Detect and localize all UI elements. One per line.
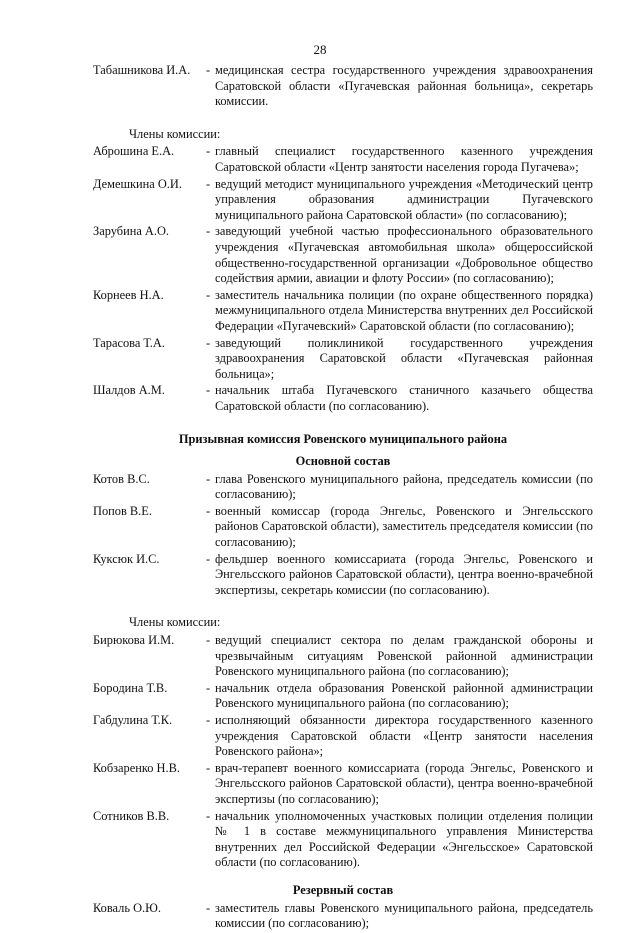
member-description: заведующий учебной частью профессионального образовательного учреждения «Пугачевская автомобильная школа» общероссийской общественно-государственной организации «Добровольное общество содействия армии, авиации и флоту России» (по согласованию);	[215, 224, 593, 286]
member-name: Куксюк И.С.	[93, 551, 160, 566]
dash: -	[206, 335, 211, 350]
list-item	[93, 336, 593, 383]
member-name: Корнеев Н.А.	[93, 287, 164, 302]
list-item	[93, 713, 593, 760]
list-item	[93, 504, 593, 551]
member-name: Аброшина Е.А.	[93, 144, 175, 159]
list-item	[93, 177, 593, 224]
member-description: военный комиссар (города Энгельс, Ровенского и Энгельсского районов Саратовской области), заместитель председателя комиссии (по согласованию);	[215, 503, 593, 550]
member-description: глава Ровенского муниципального района, председатель комиссии (по согласованию);	[215, 471, 593, 502]
dash: -	[206, 680, 211, 695]
list-item	[93, 809, 593, 871]
dash: -	[206, 551, 211, 566]
list-item	[93, 383, 593, 414]
dash: -	[206, 471, 211, 486]
dash: -	[206, 633, 211, 647]
member-description: фельдшер военного комиссариата (города Энгельс, Ровенского и Энгельсского районов Саратовской области), центра военно-врачебной экспертизы, секретарь комиссии (по согласованию).	[215, 551, 593, 597]
member-description: начальник отдела образования Ровенской районной администрации Ровенского муниципального района (по согласованию);	[215, 680, 593, 711]
main-members-list	[93, 472, 593, 599]
reserve-composition-title: Резервный состав	[292, 882, 394, 897]
member-name: Котов В.С.	[93, 471, 150, 486]
dash: -	[206, 176, 211, 191]
member-description: начальник штаба Пугачевского станичного казачьего общества Саратовской области (по согласованию).	[215, 383, 593, 413]
member-description: начальник уполномоченных участковых полиции отделения полиции № 1 в составе межмуниципального управления Министерства внутренних дел Российской Федерации «Энгельсское» Саратовской области (по согласованию).	[215, 808, 593, 870]
dash: -	[206, 808, 211, 823]
main-composition-title: Основной состав	[295, 454, 391, 469]
member-description: заместитель начальника полиции (по охране общественного порядка) межмуниципального отдела Министерства внутренних дел Российской Федерации «Пугачевский» Саратовской области (по согласованию);	[215, 287, 593, 333]
members-label: Члены комиссии:	[129, 126, 221, 141]
list-item	[93, 901, 593, 932]
member-name: Зарубина А.О.	[93, 224, 170, 239]
list-item	[93, 552, 593, 599]
member-name: Габдулина Т.К.	[93, 712, 173, 727]
member-description: врач-терапевт военного комиссариата (города Энгельс, Ровенского и Энгельсского районов Саратовской области), центра военно-врачебной экспертизы (по согласованию);	[215, 760, 593, 806]
section-title: Призывная комиссия Ровенского муниципального района	[178, 432, 508, 447]
list-item	[93, 472, 593, 503]
list-item	[93, 224, 593, 286]
dash: -	[206, 144, 211, 159]
members-label: Члены комиссии:	[129, 615, 221, 630]
document-content	[93, 63, 593, 933]
member-name: Кобзаренко Н.В.	[93, 760, 180, 775]
dash: -	[206, 383, 211, 398]
member-description: заведующий поликлиникой государственного учреждения здравоохранения Саратовской области «Пугачевская районная больница»;	[215, 335, 593, 381]
member-description: исполняющий обязанности директора государственного казенного учреждения Саратовской области «Центр занятости населения Ровенского района»;	[215, 712, 593, 759]
member-description: ведущий специалист сектора по делам гражданской обороны и чрезвычайным ситуациям Ровенской районной администрации Ровенского муниципального района (по согласованию);	[215, 633, 593, 679]
dash: -	[206, 287, 211, 302]
member-name: Сотников В.В.	[93, 808, 170, 823]
member-name: Табашникова И.А.	[93, 63, 191, 77]
dash: -	[206, 63, 211, 77]
list-item	[93, 288, 593, 335]
dash: -	[206, 900, 211, 915]
members-list-1	[93, 144, 593, 414]
list-item	[93, 761, 593, 808]
member-name: Тарасова Т.А.	[93, 335, 165, 350]
dash: -	[206, 224, 211, 239]
list-item	[93, 633, 593, 680]
member-description: главный специалист государственного казенного учреждения Саратовской области «Центр занятости населения города Пугачева»;	[215, 144, 593, 174]
member-name: Коваль О.Ю.	[93, 900, 161, 915]
list-item	[93, 144, 593, 175]
member-description: заместитель главы Ровенского муниципального района, председатель комиссии (по согласованию);	[215, 900, 593, 931]
list-item	[93, 681, 593, 712]
members-list-2	[93, 633, 593, 871]
reserve-members-list	[93, 901, 593, 932]
member-name: Бородина Т.В.	[93, 680, 168, 695]
member-name: Демешкина О.И.	[93, 176, 182, 191]
dash: -	[206, 712, 211, 727]
member-description: медицинская сестра государственного учреждения здравоохранения Саратовской области «Пугачевская районная больница», секретарь комиссии.	[215, 63, 593, 109]
page-number: 28	[313, 42, 327, 57]
member-name: Шалдов А.М.	[93, 383, 165, 398]
member-name: Попов В.Е.	[93, 503, 152, 518]
secretary-entry	[93, 63, 593, 110]
dash: -	[206, 503, 211, 518]
dash: -	[206, 760, 211, 775]
member-description: ведущий методист муниципального учреждения «Методический центр управления образования администрации Пугачевского муниципального района Саратовской области» (по согласованию);	[215, 176, 593, 222]
member-name: Бирюкова И.М.	[93, 633, 175, 647]
